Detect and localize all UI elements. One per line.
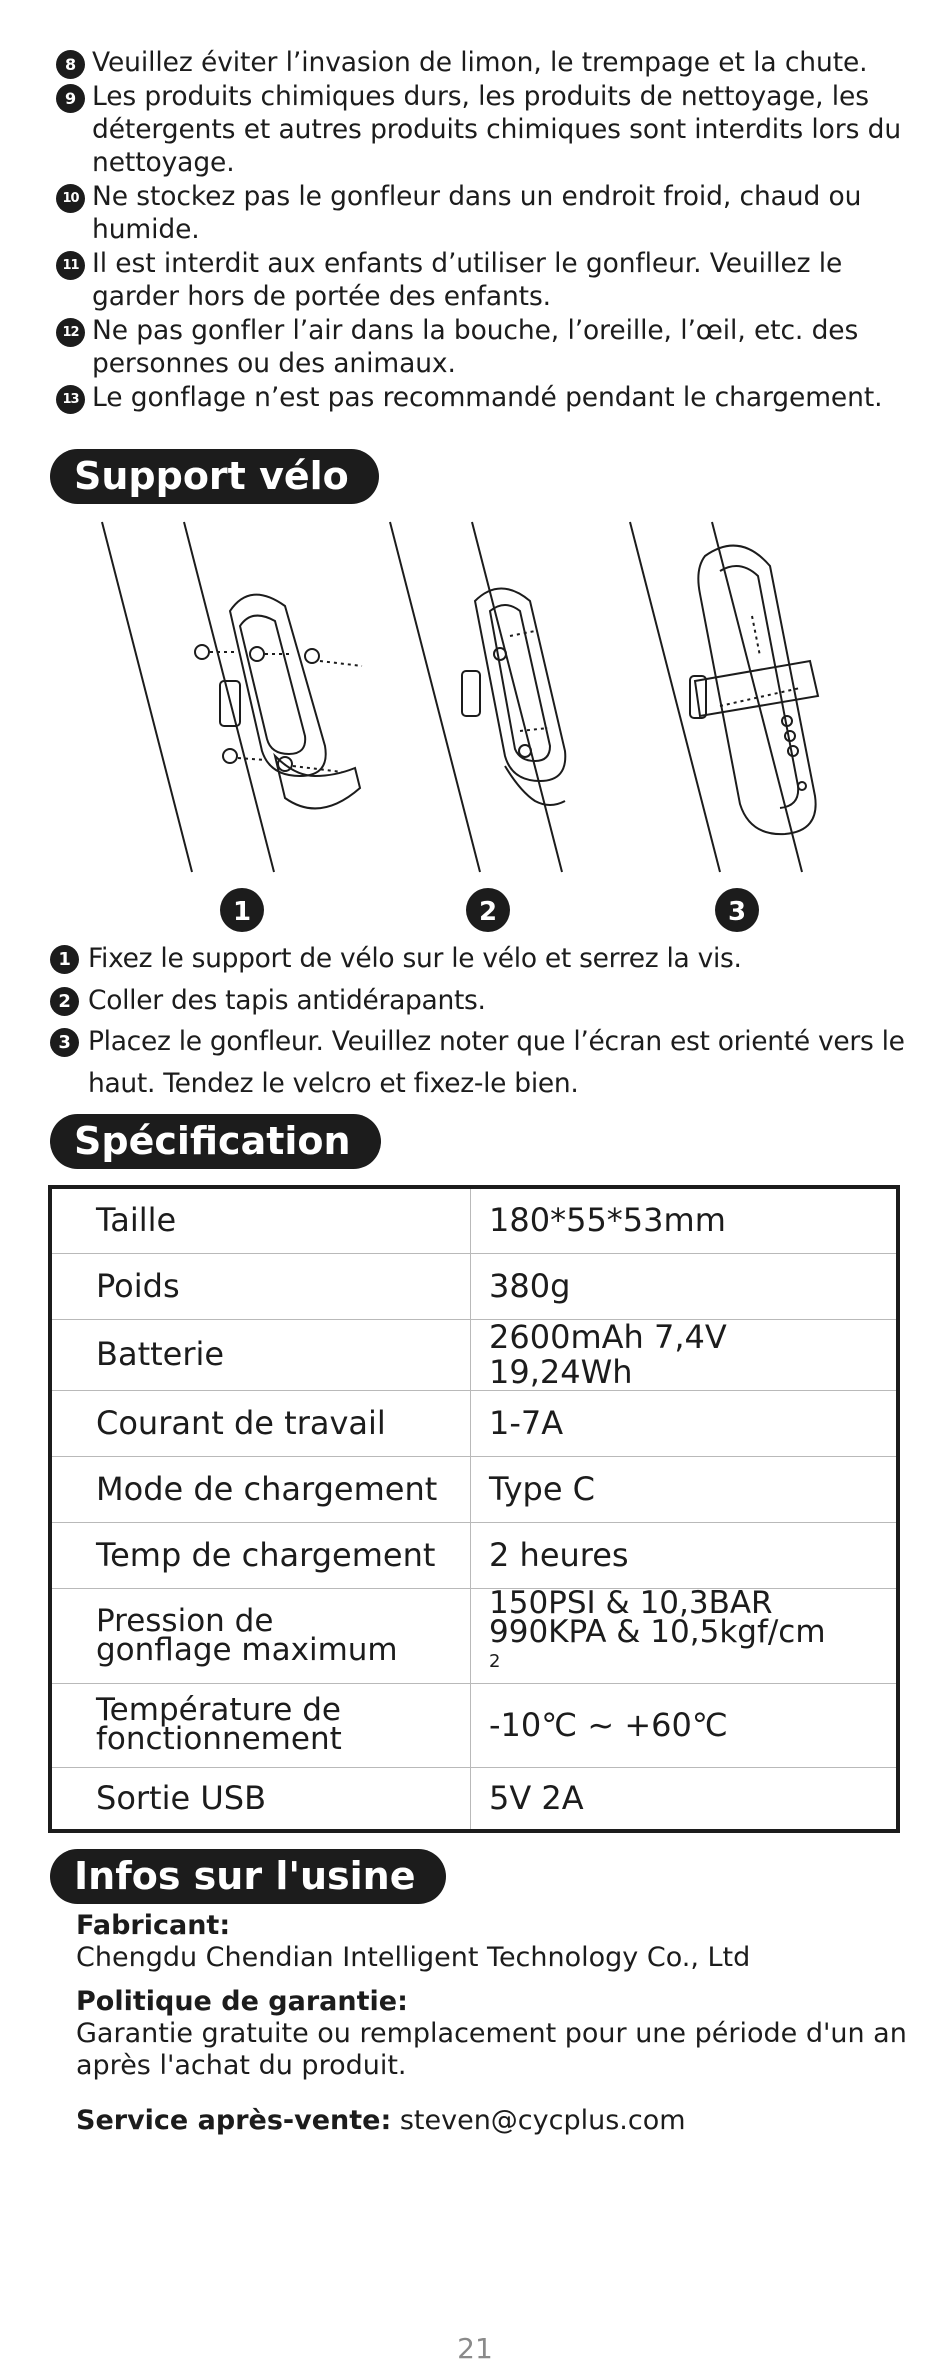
spec-key-line: Température de (96, 1692, 341, 1729)
number-badge: 8 (56, 50, 85, 79)
number-badge: 3 (50, 1028, 79, 1057)
number-badge: 1 (50, 945, 79, 974)
spec-value: -10℃ ~ +60℃ (471, 1683, 899, 1767)
spec-key: Taille (50, 1187, 471, 1253)
table-row (50, 1767, 898, 1831)
warning-text: Les produits chimiques durs, les produits de nettoyage, les détergents et autres produits chimiques sont interdits lors du nettoyage. (92, 81, 902, 178)
service-block (76, 2105, 916, 2137)
figure-label-2 (466, 888, 510, 932)
section-title-support: Support vélo (50, 449, 379, 504)
step-item (50, 1021, 930, 1104)
manufacturer-name: Chengdu Chendian Intelligent Technology Co., Ltd (76, 1942, 751, 1973)
service-email: steven@cycplus.com (399, 2105, 686, 2136)
step-text: Placez le gonfleur. Veuillez noter que l’écran est orienté vers le haut. Tendez le velcro et fixez-le bien. (88, 1026, 905, 1099)
spec-value (471, 1584, 899, 1683)
spec-value: Type C (471, 1456, 899, 1522)
spec-key: Mode de chargement (50, 1456, 471, 1522)
spec-value-line: 150PSI & 10,3BAR (489, 1584, 773, 1621)
number-badge: 10 (56, 184, 85, 213)
spec-key (50, 1588, 471, 1683)
figure-label-3 (715, 888, 759, 932)
spec-key (50, 1683, 471, 1767)
warning-item (56, 381, 916, 414)
table-row (50, 1683, 898, 1767)
warning-text: Ne pas gonfler l’air dans la bouche, l’oreille, l’œil, etc. des personnes ou des animaux. (92, 315, 859, 379)
number-badge: 2 (50, 987, 79, 1016)
spec-table (48, 1185, 900, 1833)
warning-item (56, 80, 916, 179)
table-row (50, 1390, 898, 1456)
table-row (50, 1588, 898, 1683)
spec-value: 2600mAh 7,4V 19,24Wh (471, 1319, 899, 1390)
step-text: Fixez le support de vélo sur le vélo et serrez la vis. (88, 943, 742, 974)
table-row (50, 1319, 898, 1390)
table-row (50, 1522, 898, 1588)
warning-item (56, 247, 916, 313)
spec-key-line: fonctionnement (96, 1721, 342, 1758)
spec-key-line: gonflage maximum (96, 1631, 398, 1668)
superscript: 2 (489, 1650, 501, 1672)
warning-text: Il est interdit aux enfants d’utiliser le gonfleur. Veuillez le garder hors de portée des enfants. (92, 248, 843, 312)
table-row (50, 1253, 898, 1319)
manufacturer-block (76, 1910, 916, 1974)
spec-value-line: 990KPA & 10,5kgf/cm $^2$ (489, 1613, 826, 1672)
step-item (50, 980, 930, 1022)
manufacturer-label: Fabricant: (76, 1910, 231, 1941)
number-badge: 13 (56, 385, 85, 414)
warning-item (56, 314, 916, 380)
warning-item (56, 46, 916, 79)
spec-key-line: Pression de (96, 1602, 274, 1639)
spec-key: Poids (50, 1253, 471, 1319)
warranty-block (76, 1986, 916, 2082)
warranty-text: Garantie gratuite ou remplacement pour une période d'un an après l'achat du produit. (76, 2018, 907, 2081)
number-badge: 9 (56, 84, 85, 113)
bike-mount-illustration (80, 516, 870, 936)
page-number: 21 (457, 2332, 493, 2365)
section-title-spec: Spécification (50, 1114, 381, 1169)
warning-text: Le gonflage n’est pas recommandé pendant le chargement. (92, 382, 883, 413)
spec-key: Temp de chargement (50, 1522, 471, 1588)
warning-text: Veuillez éviter l’invasion de limon, le trempage et la chute. (92, 47, 868, 78)
spec-value: 5V 2A (471, 1767, 899, 1831)
spec-value: 2 heures (471, 1522, 899, 1588)
service-label: Service après-vente: (76, 2105, 392, 2136)
warning-list (56, 46, 916, 415)
warranty-label: Politique de garantie: (76, 1986, 408, 2017)
spec-key: Batterie (50, 1319, 471, 1390)
spec-value: 380g (471, 1253, 899, 1319)
spec-key: Sortie USB (50, 1767, 471, 1831)
section-title-factory: Infos sur l'usine (50, 1849, 446, 1904)
figure-label-1 (220, 888, 264, 932)
number-badge: 11 (56, 251, 85, 280)
spec-value: 1-7A (471, 1390, 899, 1456)
step-item (50, 938, 930, 980)
warning-item (56, 180, 916, 246)
table-row (50, 1456, 898, 1522)
step-3-figure (630, 522, 818, 872)
mount-steps-list (50, 938, 930, 1104)
mount-steps-figure (80, 516, 870, 936)
step-2-figure (390, 522, 565, 872)
svg-text:1: 1 (232, 897, 252, 927)
step-text: Coller des tapis antidérapants. (88, 984, 486, 1016)
number-badge: 12 (56, 318, 85, 347)
table-row (50, 1187, 898, 1253)
svg-text:3: 3 (727, 897, 747, 927)
step-1-figure (102, 522, 362, 872)
spec-key: Courant de travail (50, 1390, 471, 1456)
warning-text: Ne stockez pas le gonfleur dans un endroit froid, chaud ou humide. (92, 181, 862, 245)
svg-text:2: 2 (478, 897, 498, 927)
spec-value: 180*55*53mm (471, 1187, 899, 1253)
